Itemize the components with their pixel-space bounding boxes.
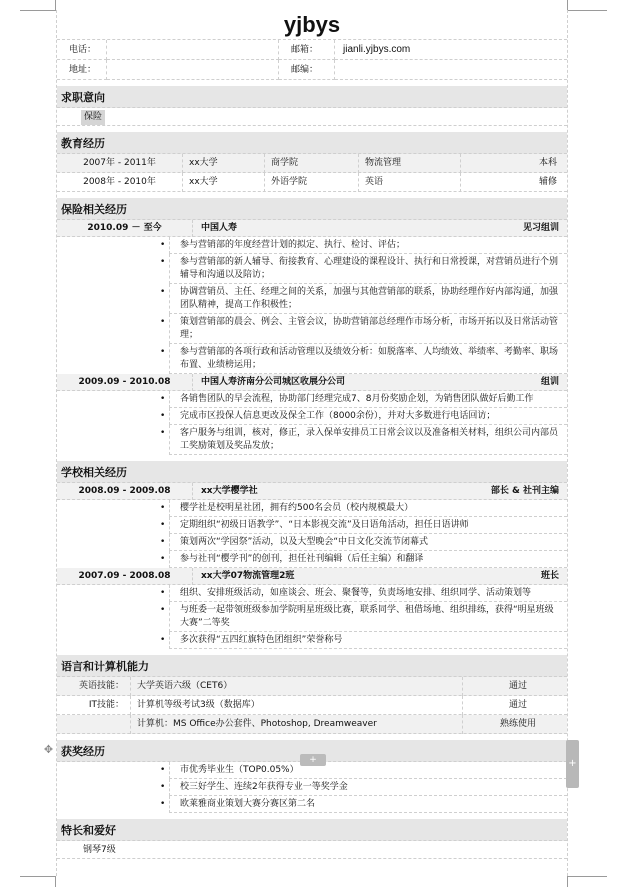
job-header[interactable] [57,568,567,585]
skill-row[interactable] [57,715,567,734]
list-item[interactable]: • 各销售团队的早会流程，协助部门经理完成7、8月份奖励企划，为销售团队做好后勤工作 [169,391,567,408]
address-label: 地址： [57,60,107,80]
job-bullets [57,585,567,649]
list-item[interactable]: • 完成市区投保人信息更改及保全工作（8000余份），并对大多数进行电话回访； [169,408,567,425]
list-item[interactable]: • 策划两次“学园祭”活动，以及大型晚会“中日文化交流节闭幕式 [169,534,567,551]
list-item[interactable]: • 定期组织“初级日语教学”、“日本影视交流”及日语角活动，担任日语讲师 [169,517,567,534]
job-bullets [57,237,567,374]
objective-value[interactable]: 保险 [81,110,105,125]
list-item[interactable]: • 与班委一起带领班级参加学院明星班级比赛，联系同学、租借场地、组织排练，获得“明星班级大赛”二等奖 [169,602,567,632]
awards-list [57,762,567,813]
zip-value[interactable] [335,60,567,80]
phone-value[interactable] [107,40,279,60]
address-value[interactable] [107,60,279,80]
job-org: 中国人寿济南分公司城区收展分公司 [201,377,346,387]
list-item[interactable]: • 多次获得“五四红旗特色团组织”荣誉称号 [169,632,567,649]
insurance-heading: 保险相关经历 [57,198,567,220]
hobbies-value[interactable]: 钢琴7级 [57,841,567,859]
skill-label [57,715,131,734]
skill-row[interactable] [57,677,567,696]
job-role: 见习组训 [522,223,559,233]
table-move-icon[interactable]: ✥ [43,743,54,756]
edu-period: 2008年 - 2010年 [57,173,183,192]
education-heading: 教育经历 [57,132,567,154]
list-item[interactable]: • 组织、安排班级活动，如座谈会、班会、聚餐等，负责场地安排、组织同学、活动策划等 [169,585,567,602]
email-value[interactable]: jianli.yjbys.com [335,40,567,60]
list-item[interactable]: • 客户服务与组训，核对，修正，录入保单安排员工日常会议以及准备相关材料，组织公司内部员工奖励策划及奖品发放； [169,425,567,455]
job-header[interactable] [57,483,567,500]
job-role: 组训 [540,377,559,387]
crop-mark [567,876,568,887]
crop-mark [20,10,56,11]
list-item[interactable]: • 樱学社是校明星社团，拥有约500名会员（校内规模最大） [169,500,567,517]
email-label: 邮箱： [279,40,335,60]
job-period: 2008.09 - 2009.08 [57,483,193,500]
add-row-icon[interactable]: + [300,754,326,766]
job-header[interactable] [57,374,567,391]
job-org: xx大学07物流管理2班 [201,571,295,581]
skill-desc: 大学英语六级（CET6） [131,677,463,696]
list-item[interactable]: • 参与社刊“樱学刊”的创刊，担任社刊编辑（后任主编）和翻译 [169,551,567,568]
list-item[interactable]: • 策划营销部的晨会、例会、主管会议，协助营销部总经理作市场分析，市场开拓以及日常活动管理； [169,314,567,344]
job-bullets [57,391,567,455]
resume-name[interactable]: yjbys [57,10,567,40]
crop-mark [567,876,607,877]
contact-table [57,40,567,80]
edu-major: 英语 [359,173,461,192]
edu-college: 商学院 [265,154,359,173]
hobbies-heading: 特长和爱好 [57,819,567,841]
edu-college: 外语学院 [265,173,359,192]
skill-level: 通过 [508,700,527,710]
crop-mark [20,876,56,877]
list-item[interactable]: • 市优秀毕业生（TOP0.05%） [169,762,567,779]
edu-school: xx大学 [183,154,265,173]
list-item[interactable]: • 参与营销部的各项行政和活动管理以及绩效分析：如脱落率、人均绩效、举绩率、考勤率、职场布置、业绩榜运用； [169,344,567,374]
objective-row [57,108,567,126]
job-period: 2009.09 - 2010.08 [57,374,193,391]
skill-label: IT技能： [57,696,131,715]
job-period: 2010.09 － 至今 [57,220,193,237]
edu-degree: 辅修 [538,177,557,187]
skills-heading: 语言和计算机能力 [57,655,567,677]
skill-level: 熟练使用 [499,719,536,729]
table-resize-handle[interactable]: + [566,740,579,788]
awards-heading: 获奖经历 [57,740,567,762]
list-item[interactable]: • 参与营销部的新人辅导、衔接教育、心理建设的课程设计、执行和日常授课，对营销员进行个别辅导和沟通以及陪访； [169,254,567,284]
job-period: 2007.09 - 2008.08 [57,568,193,585]
school-heading: 学校相关经历 [57,461,567,483]
objective-heading: 求职意向 [57,86,567,108]
skill-desc: 计算机等级考试3级（数据库） [131,696,463,715]
edu-school: xx大学 [183,173,265,192]
crop-mark [55,876,56,887]
list-item[interactable]: • 欧莱雅商业策划大赛分赛区第二名 [169,796,567,813]
job-org: 中国人寿 [201,223,238,233]
edu-major: 物流管理 [359,154,461,173]
list-item[interactable]: • 校三好学生、连续2年获得专业一等奖学金 [169,779,567,796]
job-bullets [57,500,567,568]
skill-level: 通过 [508,681,527,691]
zip-label: 邮编： [279,60,335,80]
job-role: 班长 [540,571,559,581]
resume-page [56,10,568,876]
skill-desc: 计算机：MS Office办公套件、Photoshop, Dreamweaver [131,715,463,734]
list-item[interactable]: • 参与营销部的年度经营计划的拟定、执行、检讨、评估； [169,237,567,254]
skill-row[interactable] [57,696,567,715]
education-row[interactable] [57,154,567,173]
job-header[interactable] [57,220,567,237]
edu-period: 2007年 - 2011年 [57,154,183,173]
education-row[interactable] [57,173,567,192]
phone-label: 电话： [57,40,107,60]
job-org: xx大学樱学社 [201,486,258,496]
job-role: 部长 & 社刊主编 [490,486,559,496]
skill-label: 英语技能： [57,677,131,696]
crop-mark [567,10,607,11]
list-item[interactable]: • 协调营销员、主任、经理之间的关系，加强与其他营销部的联系，协助经理作好内部沟通，加强团队精神，提高工作积极性； [169,284,567,314]
edu-degree: 本科 [538,158,557,168]
